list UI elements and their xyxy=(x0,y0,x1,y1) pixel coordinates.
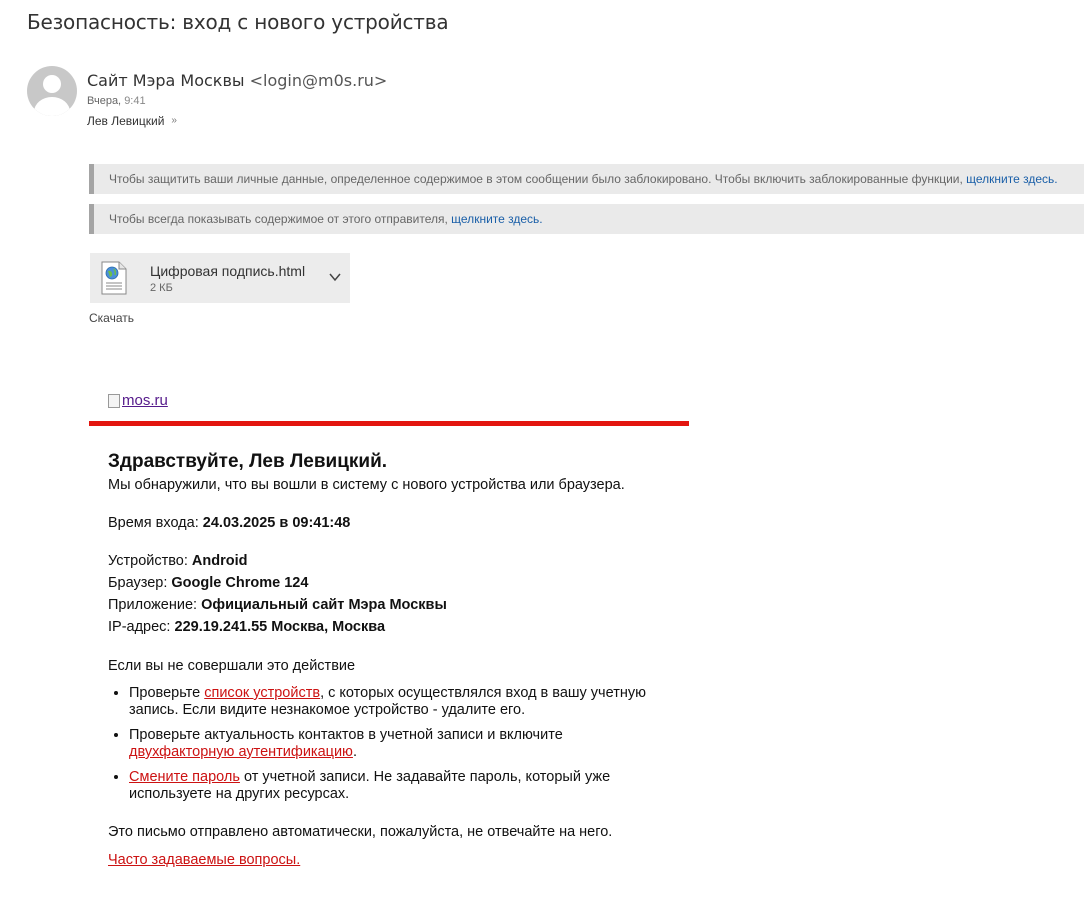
not-you-text: Если вы не совершали это действие xyxy=(108,658,356,674)
list-item xyxy=(129,685,668,719)
enable-blocked-link[interactable]: щелкните здесь. xyxy=(966,172,1058,186)
date-time: 9:41 xyxy=(124,95,146,107)
action-list xyxy=(108,685,668,803)
email-body xyxy=(108,450,668,871)
device-label: Устройство: xyxy=(108,553,188,569)
browser-value: Google Chrome 124 xyxy=(171,575,309,591)
list-item xyxy=(129,727,668,761)
header-divider xyxy=(89,421,689,426)
sender-email: <login@m0s.ru> xyxy=(249,71,388,90)
item2-post: . xyxy=(352,744,357,760)
app-label: Приложение: xyxy=(108,597,198,613)
recipient-name: Лев Левицкий xyxy=(87,114,165,128)
always-show-link[interactable]: щелкните здесь. xyxy=(451,212,543,226)
logo[interactable] xyxy=(108,392,168,409)
ip-row xyxy=(108,616,668,638)
avatar-body xyxy=(34,97,70,116)
session-details xyxy=(108,550,668,638)
ip-value: 229.19.241.55 Москва, Москва xyxy=(174,619,386,635)
attachment-size: 2 КБ xyxy=(150,282,173,294)
item1-pre: Проверьте xyxy=(129,685,201,701)
greeting: Здравствуйте, Лев Левицкий. xyxy=(108,451,388,472)
email-subject: Безопасность: вход с нового устройства xyxy=(27,10,449,34)
list-item xyxy=(129,769,668,803)
device-row xyxy=(108,550,668,572)
avatar-head xyxy=(43,75,61,93)
intro-text: Мы обнаружили, что вы вошли в систему с нового устройства или браузера. xyxy=(108,477,625,493)
sender-avatar xyxy=(27,66,77,116)
attachment-card[interactable] xyxy=(90,253,350,303)
app-value: Официальный сайт Мэра Москвы xyxy=(201,597,447,613)
login-time-label: Время входа: xyxy=(108,515,199,531)
device-list-link[interactable]: список устройств xyxy=(204,685,321,701)
blocked-content-text: Чтобы защитить ваши личные данные, определенное содержимое в этом сообщении было заблокировано. Чтобы включить заблокированные функции, xyxy=(109,172,963,186)
logo-link[interactable]: mos.ru xyxy=(122,392,168,409)
download-link[interactable]: Скачать xyxy=(89,311,134,325)
date-label: Вчера, xyxy=(87,95,122,107)
blocked-content-banner xyxy=(89,164,1084,194)
app-row xyxy=(108,594,668,616)
item3-post: от учетной записи. Не задавайте пароль, который уже используете на других ресурсах. xyxy=(129,769,611,802)
browser-row xyxy=(108,572,668,594)
item1-post: , с которых осуществлялся вход в вашу учетную запись. Если видите незнакомое устройство - удалите его. xyxy=(129,685,646,718)
browser-label: Браузер: xyxy=(108,575,168,591)
two-factor-link[interactable]: двухфакторную аутентификацию xyxy=(129,744,353,760)
faq-link[interactable]: Часто задаваемые вопросы. xyxy=(108,852,301,868)
html-file-icon xyxy=(101,261,127,295)
sender[interactable] xyxy=(87,71,387,90)
sender-name: Сайт Мэра Москвы xyxy=(87,71,245,90)
broken-image-icon xyxy=(108,394,120,408)
always-show-text: Чтобы всегда показывать содержимое от этого отправителя, xyxy=(109,212,448,226)
change-password-link[interactable]: Смените пароль xyxy=(129,769,240,785)
login-time xyxy=(108,512,668,534)
always-show-banner xyxy=(89,204,1084,234)
expand-recipients-icon[interactable]: » xyxy=(171,115,177,126)
faq-row xyxy=(108,849,668,871)
chevron-down-icon[interactable] xyxy=(328,270,342,284)
ip-label: IP-адрес: xyxy=(108,619,171,635)
auto-note: Это письмо отправлено автоматически, пожалуйста, не отвечайте на него. xyxy=(108,824,613,840)
email-date xyxy=(87,95,146,107)
recipient[interactable] xyxy=(87,114,177,128)
attachment-name: Цифровая подпись.html xyxy=(150,263,306,279)
device-value: Android xyxy=(191,553,248,569)
item2-pre: Проверьте актуальность контактов в учетной записи и включите xyxy=(129,727,563,743)
login-time-value: 24.03.2025 в 09:41:48 xyxy=(202,515,351,531)
